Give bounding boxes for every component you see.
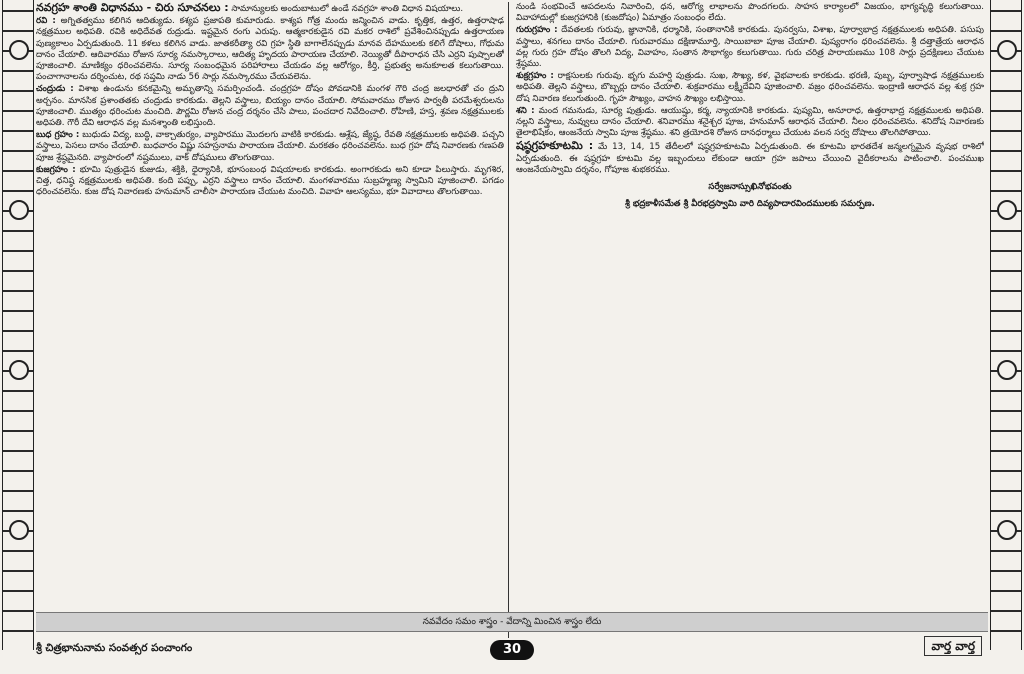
- border-knot: [9, 520, 29, 540]
- section-heading: కుజగ్రహం :: [36, 164, 76, 175]
- section-heading: షష్ఠగ్రహకూటమి :: [516, 139, 594, 153]
- sign-off-line-2: శ్రీ భద్రకాళీసమేత శ్రీ వీరభద్రస్వామి వారి దివ్యపాదారవిందములకు సమర్పణ.: [625, 199, 875, 210]
- page-body: [36, 2, 988, 638]
- section-chandra: [36, 84, 504, 129]
- section-text: విశాఖ ఉండును కనకమైన్ని అమృతాన్ని సమర్పించండి. చంద్రగ్రహ దోషం పోవడానికి మంగళ గౌరి చంద్ర జలధారతో చం ద్రుని అర్చనం. మానసిక ప్రశాంతతకు చంద్రుడు కారకుడు. తెల్లని వస్త్రాలు, బియ్యం దానం చేయాలి. సోమవారము రోజున పార్వతీ పరమేశ్వరులను పూజించాలి. ముత్యం ధరించుట మంచిది. పౌర్ణమి రోజున చంద్ర దర్శనం చేసి పాలు, పంచదార నివేదించాలి. రోహిణి, హస్త, శ్రవణ నక్షత్రములకు అధిపతి. గౌరీ దేవి ఆరాధన వల్ల మనశ్శాంతి లభిస్తుంది.: [36, 84, 504, 129]
- right-top-paragraph: నుండి సంభవించే ఆపదలను నివారించి, ధన, ఆరోగ్య లాభాలను పొందగలరు. సాహస కార్యాలలో విజయం, భాగ్యవృద్ధి కలుగుతాయి. వివాహాదుల్లో కుజగ్రహానికి (కుజదోషం) ఏమాత్రం సంబంధం లేదు.: [516, 2, 984, 24]
- intro-text: సామాన్యులకు అందుబాటులో ఉండే నవగ్రహ శాంతి విధాన విషయాలు.: [231, 4, 464, 14]
- section-text: మే 13, 14, 15 తేదీలలో షష్ఠగ్రహకూటమి ఏర్పడుతుంది. ఈ కూటమి భారతదేశ జన్మలగ్నమైన వృషభ రాశిలో ఏర్పడుతుంది. ఈ షష్ఠగ్రహ కూటమి వల్ల ఇబ్బందులు లేకుండా ఆయా గ్రహ జపాలు చేయించి వైదీకరాలను పాటించాలి. పంచముఖ ఆంజనేయస్వామి దర్శనం, గోపూజ శుభకరము.: [516, 142, 984, 175]
- section-heading: బుధ గ్రహం :: [36, 130, 80, 141]
- footer-panchangam-title: శ్రీ చిత్రభానునామ సంవత్సర పంచాంగం: [36, 641, 193, 654]
- section-shashtagraha: [516, 140, 984, 176]
- publisher-logo: వార్త వార్త: [924, 636, 982, 656]
- section-kuja: [36, 165, 504, 199]
- column-divider: [508, 2, 509, 638]
- section-shani: [516, 106, 984, 140]
- section-text: బుధుడు విద్య, బుద్ధి, వాక్చాతుర్యం, వ్యాపారము మొదలగు వాటికి కారకుడు. ఆశ్లేష, జ్యేష్ఠ, రేవతి నక్షత్రములకు అధిపతి. పచ్చని వస్త్రాలు, పెసలు దానం చేయాలి. బుధవారం విష్ణు సహస్రనామ పారాయణ చేయాలి. మరకతం ధరించవలెను. బుధ గ్రహ దోష నివారణకు గణపతి పూజ శ్రేష్ఠమైనది. వ్యాపారంలో నష్టములు, వాక్ దోషములు తొలగుతాయి.: [36, 130, 504, 163]
- left-intro-paragraph: [36, 2, 504, 15]
- section-shukra: [516, 71, 984, 105]
- section-heading: శుక్రగ్రహం :: [516, 71, 554, 82]
- border-knot: [9, 360, 29, 380]
- border-knot: [9, 200, 29, 220]
- border-knot: [9, 40, 29, 60]
- section-heading: చంద్రుడు :: [36, 84, 74, 95]
- left-ornamental-border: [2, 0, 34, 650]
- border-knot: [997, 360, 1017, 380]
- right-ornamental-border: [990, 0, 1022, 650]
- section-heading: గురుగ్రహం :: [516, 25, 558, 36]
- border-knot: [997, 200, 1017, 220]
- page-number: 30: [490, 640, 534, 660]
- right-column: [516, 2, 984, 638]
- section-guru: [516, 25, 984, 70]
- section-budha: [36, 130, 504, 164]
- section-text: అగ్నితత్వము కలిగిన ఆదిత్యుడు. కశ్యప ప్రజాపతి కుమారుడు. కాశ్యప గోత్ర మందు జన్మించిన వాడు. కృత్తిక, ఉత్తర, ఉత్తరాషాఢ నక్షత్రముల అధిపతి. రవికి అధిదేవత రుద్రుడు. ఇష్టమైన రంగు ఎరుపు. ఆత్మకారకుడైన రవి మకర రాశిలో ప్రవేశించినప్పుడు ఉత్తరాయణ పుణ్యకాలం ఏర్పడుతుంది. 11 కళలు కలిగిన వాడు. జాతకరీత్యా రవి గ్రహ స్థితి బాగాలేనప్పుడు మానవ దేహములకు కలిగే దోషాలు, గోధుమ దానం చేయాలి. ఆదివారము రోజున సూర్య నమస్కారాలు, ఆదిత్య హృదయ పారాయణ చేయాలి. నెయ్యితో దీపారాధన చేసి ఎర్రని పుష్పాలతో పూజించాలి. మాణిక్యం ధరించవలెను. సూర్య సంబంధమైన పరిహారాలు చేయడం వల్ల ఆరోగ్యం, కీర్తి, ప్రభుత్వ అనుకూలత కలుగుతాయి. పంచాగానాలను దర్శించుట, రథ సప్తమి నాడు 56 సార్లు నమస్కారము చేయవలెను.: [36, 16, 504, 83]
- section-ravi: [36, 16, 504, 83]
- section-heading: శని :: [516, 105, 535, 116]
- section-text: భూమి పుత్రుడైన కుజుడు, శక్తికి, ధైర్యానికి, భూసంబంధ విషయాలకు కారకుడు. అంగారకుడు అని కూడా పిలుస్తారు. మృగశిర, చిత్త, ధనిష్ఠ నక్షత్రములకు అధిపతి. కంది పప్పు, ఎర్రని వస్త్రాలు దానం చేయాలి. మంగళవారము సుబ్రహ్మణ్య స్వామిని పూజించాలి. పగడం ధరించవలెను. కుజ దోష నివారణకు హనుమాన్ చాలీసా పారాయణ చేయుట మంచిది. వివాహ ఆలస్యము, భూ వివాదాలు తొలగుతాయి.: [36, 164, 504, 198]
- sign-off-line-1: సర్వేజనాస్సుఖినోభవంతు: [708, 182, 792, 193]
- border-knot: [997, 520, 1017, 540]
- section-text: దేవతలకు గురువు, జ్ఞానానికి, ధర్మానికి, సంతానానికి కారకుడు. పునర్వసు, విశాఖ, పూర్వాభాద్ర నక్షత్రములకు అధిపతి. పసుపు వస్త్రాలు, శనగలు దానం చేయాలి. గురువారము దక్షిణామూర్తి, సాయిబాబా పూజ చేయాలి. పుష్యరాగం ధరించవలెను. శ్రీ దత్తాత్రేయ ఆరాధన వల్ల గురు గ్రహ దోషం తొలగి విద్య, వివాహం, సంతాన సౌభాగ్యం కలుగుతాయి. గురు చరిత్ర పారాయణము 108 సార్లు ప్రదక్షిణలు చేయుట శ్రేష్ఠము.: [516, 25, 984, 70]
- border-knot: [997, 40, 1017, 60]
- footer-quote-band: నవవేదం సమం శాస్త్రం - వేదాన్ని మించిన శాస్త్రం లేదు: [36, 612, 988, 632]
- section-text: మంద గమనుడు, సూర్య పుత్రుడు. ఆయుష్షు, కర్మ, న్యాయానికి కారకుడు. పుష్యమి, అనూరాధ, ఉత్తరాభాద్ర నక్షత్రములకు అధిపతి. నల్లని వస్త్రాలు, నువ్వులు దానం చేయాలి. శనివారము శనైశ్చర పూజ, హనుమాన్ ఆరాధన చేయాలి. నీలం ధరించవలెను. శనిదోష నివారణకు తైలాభిషేకం, ఆంజనేయ స్వామి పూజ శ్రేష్ఠము. శని త్రయోదశి రోజున దానధర్మాలు చేయుట వలన సర్వ దోషాలు తొలగిపోతాయి.: [516, 105, 984, 139]
- section-heading: రవి :: [36, 16, 56, 27]
- section-text: రాక్షసులకు గురువు. భృగు మహర్షి పుత్రుడు. సుఖ, సౌఖ్య, కళ, వైభవాలకు కారకుడు. భరణి, పుబ్బ, పూర్వాషాఢ నక్షత్రములకు అధిపతి. తెల్లని వస్త్రాలు, బొబ్బర్లు దానం చేయాలి. శుక్రవారము లక్ష్మీదేవిని పూజించాలి. వజ్రం ధరించవలెను. ఇంద్రాణి ఆరాధన వల్ల శుక్ర గ్రహ దోష నివారణ కలుగుతుంది. గృహ సౌఖ్యం, వాహన సౌఖ్యం లభిస్తాయి.: [516, 71, 984, 104]
- article-title: నవగ్రహ శాంతి విధానము - చిరు సూచనలు :: [36, 2, 229, 14]
- left-column: [36, 2, 504, 638]
